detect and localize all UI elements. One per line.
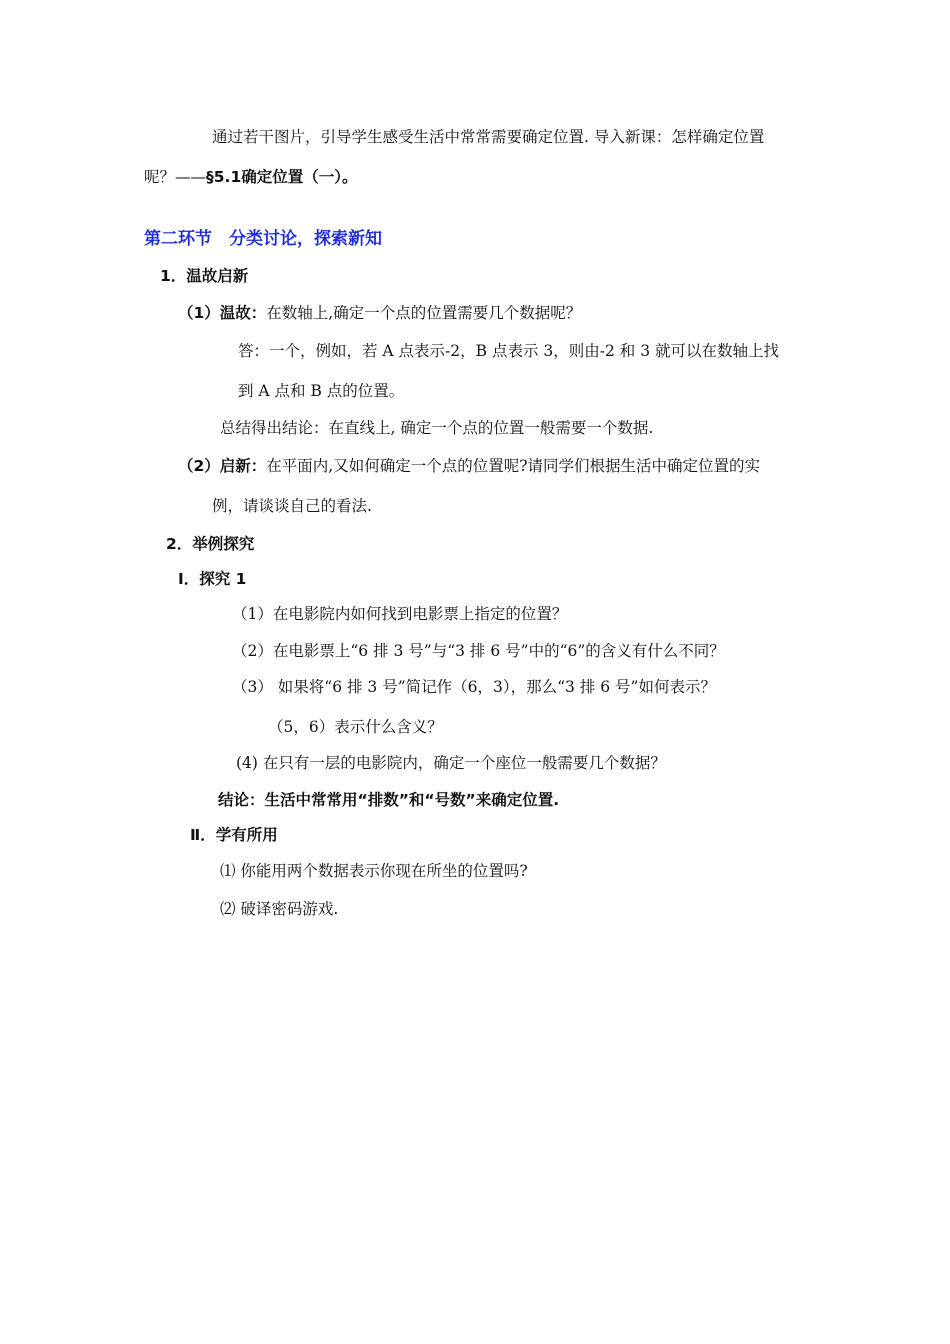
intro-line-2 — [144, 166, 357, 188]
explore1-item: （2）在电影票上“6 排 3 号”与“3 排 6 号”中的“6”的含义有什么不同？ — [232, 642, 725, 660]
q2-line — [178, 455, 760, 477]
answer-line-2: 到 A 点和 B 点的位置。 — [238, 382, 405, 400]
explore2-item: ⑵ 破译密码游戏. — [220, 900, 339, 918]
q1-text: 在数轴上,确定一个点的位置需要几个数据呢？ — [266, 304, 582, 322]
explore1-item: （3） 如果将“6 排 3 号”简记作（6，3），那么“3 排 6 号”如何表示？ — [232, 678, 716, 696]
explore2-item: ⑴ 你能用两个数据表示你现在所坐的位置吗? — [220, 862, 528, 880]
explore2-title: Ⅱ．学有所用 — [190, 826, 278, 844]
part2-title: 2．举例探究 — [166, 535, 255, 553]
lesson-title: §5.1确定位置（一）。 — [206, 168, 358, 186]
q1-label: （1）温故： — [178, 304, 267, 322]
section-heading: 第二环节 分类讨论，探索新知 — [144, 229, 382, 249]
explore1-conclusion: 结论：生活中常常用“排数”和“号数”来确定位置. — [218, 791, 560, 809]
answer-line-1: 答：一个，例如，若 A 点表示-2，B 点表示 3，则由-2 和 3 就可以在数轴上找 — [238, 342, 779, 360]
intro-line-1: 通过若干图片，引导学生感受生活中常常需要确定位置. 导入新课：怎样确定位置 — [212, 128, 765, 146]
q1-line — [178, 302, 581, 324]
explore1-item: （1）在电影院内如何找到电影票上指定的位置？ — [232, 605, 568, 623]
q2-label: （2）启新： — [178, 457, 267, 475]
q2-text: 在平面内,又如何确定一个点的位置呢?请同学们根据生活中确定位置的实 — [266, 457, 761, 475]
explore1-title: Ⅰ．探究 1 — [178, 570, 247, 588]
explore1-item: (4) 在只有一层的电影院内，确定一个座位一般需要几个数据？ — [236, 754, 666, 772]
intro-line-2-prefix: 呢？—— — [144, 168, 207, 186]
explore1-item: （5，6）表示什么含义？ — [268, 718, 443, 736]
q2-text-line-2: 例，请谈谈自己的看法. — [212, 497, 372, 515]
part1-title: 1．温故启新 — [160, 267, 249, 285]
part1-conclusion: 总结得出结论：在直线上, 确定一个点的位置一般需要一个数据. — [220, 419, 654, 437]
